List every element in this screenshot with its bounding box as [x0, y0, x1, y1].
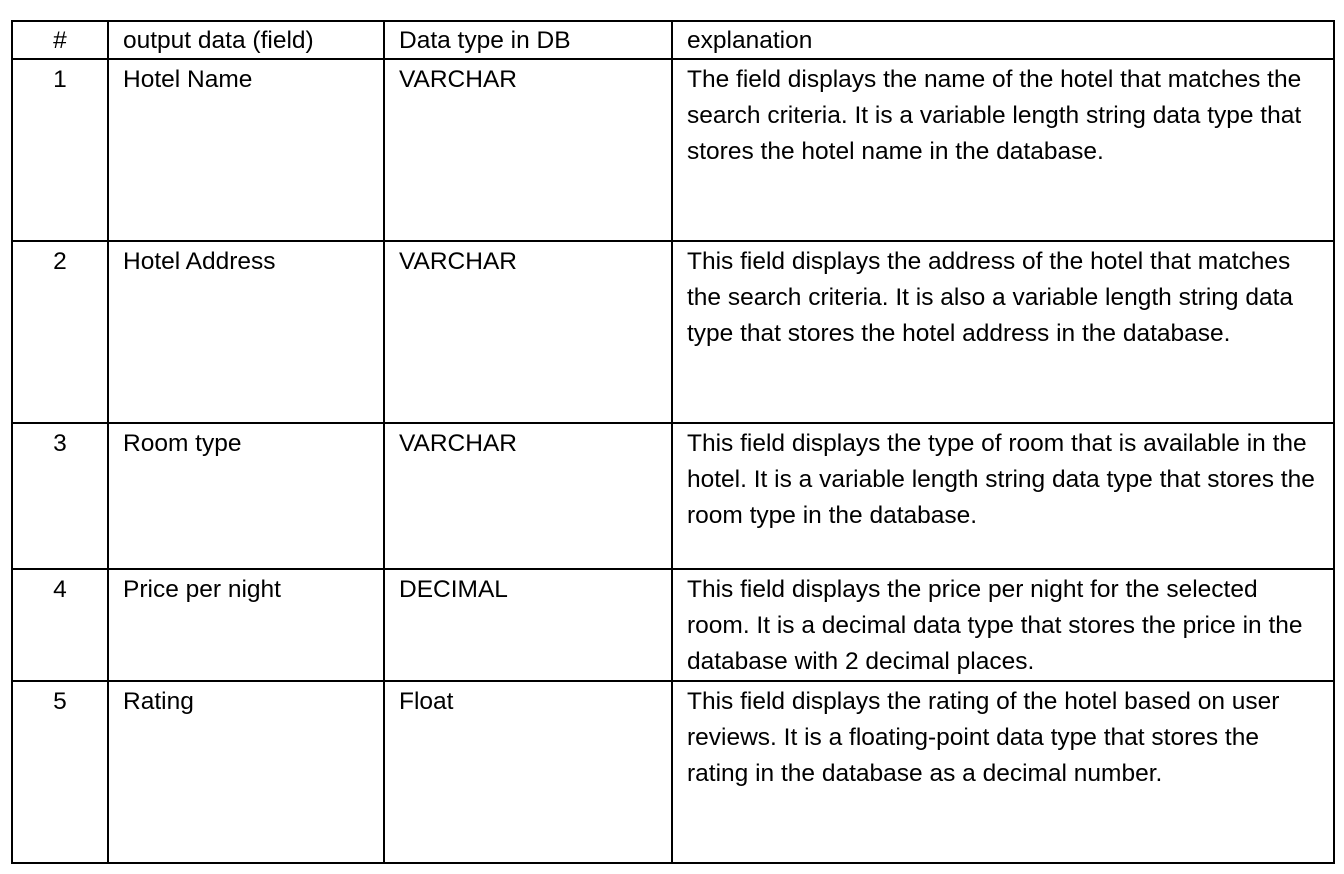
row-data-type: VARCHAR: [384, 423, 672, 569]
row-data-type: VARCHAR: [384, 241, 672, 423]
row-data-type: Float: [384, 681, 672, 863]
row-field: Rating: [108, 681, 384, 863]
header-number: #: [12, 21, 108, 59]
row-data-type: VARCHAR: [384, 59, 672, 241]
header-explanation: explanation: [672, 21, 1334, 59]
row-explanation: This field displays the address of the hotel that matches the search criteria. It is also a variable length string data type that stores the hotel address in the database.: [672, 241, 1334, 423]
row-data-type: DECIMAL: [384, 569, 672, 681]
row-field: Price per night: [108, 569, 384, 681]
row-number: 4: [12, 569, 108, 681]
row-explanation: This field displays the price per night for the selected room. It is a decimal data type that stores the price in the database with 2 decimal places.: [672, 569, 1334, 681]
row-explanation: This field displays the rating of the hotel based on user reviews. It is a floating-point data type that stores the rating in the database as a decimal number.: [672, 681, 1334, 863]
header-data-type: Data type in DB: [384, 21, 672, 59]
table-row: [12, 423, 1334, 569]
row-field: Hotel Name: [108, 59, 384, 241]
row-number: 2: [12, 241, 108, 423]
table-header-row: [12, 21, 1334, 59]
row-explanation: This field displays the type of room that is available in the hotel. It is a variable length string data type that stores the room type in the database.: [672, 423, 1334, 569]
row-field: Room type: [108, 423, 384, 569]
table-row: [12, 59, 1334, 241]
table-row: [12, 241, 1334, 423]
row-number: 1: [12, 59, 108, 241]
table-row: [12, 569, 1334, 681]
row-number: 5: [12, 681, 108, 863]
header-output-field: output data (field): [108, 21, 384, 59]
row-explanation: The field displays the name of the hotel that matches the search criteria. It is a variable length string data type that stores the hotel name in the database.: [672, 59, 1334, 241]
table-row: [12, 681, 1334, 863]
output-fields-table: [11, 20, 1335, 864]
row-number: 3: [12, 423, 108, 569]
row-field: Hotel Address: [108, 241, 384, 423]
